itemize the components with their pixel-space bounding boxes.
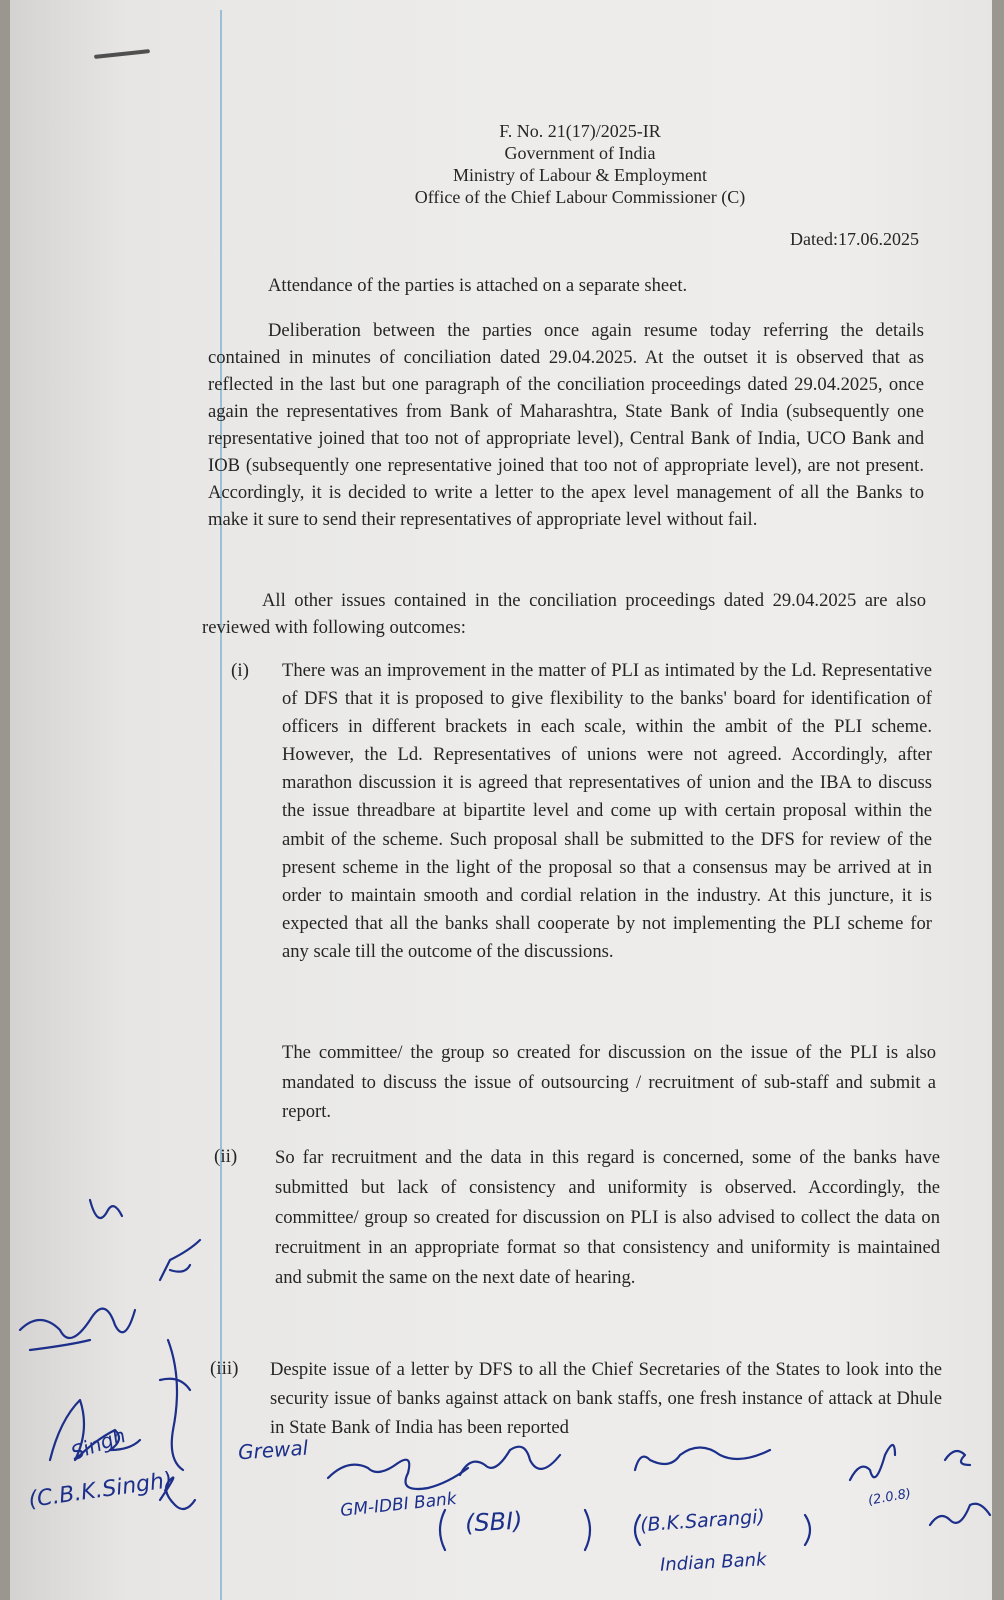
corner-initial [945,1451,970,1465]
item-number: (i) [231,660,249,681]
deliberation-paragraph: Deliberation between the parties once again resume today referring the details contained in minutes of conciliation dated 29.04.2025. At the outset it is observed that as reflected in the last but one paragraph of the conciliation proceedings dated 29.04.2025, once again the representatives from Bank of Maharashtra, State Bank of India (subsequently one representative joined that too not of appropriate level), Central Bank of India, UCO Bank and IOB (subsequently one representative joined that too not of appropriate level), are not present. Accordingly, it is decided to write a letter to the apex level management of all the Banks to make it sure to send their representatives of appropriate level without fail. [208,320,924,530]
tick-mark [90,1200,122,1218]
wavy-signature [328,1460,468,1489]
item-text: Despite issue of a letter by DFS to all the Chief Secretaries of the States to look into the security issue of banks against attack on bank staffs, one fresh instance of attack at Dhule in State Bank of India has been reported [270,1359,942,1438]
item-text: There was an improvement in the matter of PLI as intimated by the Ld. Representative of DFS that it is proposed to give flexibility to the banks' board for identification of officers in different brackets in each scale, within the ambit of the PLI scheme. However, the Ld. Representatives of unions were not agreed. Accordingly, after marathon discussion it is agreed that representatives of union and the IBA to discuss the issue threadbare at bipartite level and come up with certain proposal within the ambit of the scheme. Such proposal shall be submitted to the DFS for review of the present scheme in the light of the proposal so that a consensus may be arrived at in order to maintain smooth and cordial relation in the industry. At this juncture, it is expected that all the banks shall cooperate by not implementing the PLI scheme for any scale till the outcome of the discussions. [282,660,932,962]
other-issues-paragraph: All other issues contained in the conciliation proceedings dated 29.04.2025 are also reviewed with following outcomes: [202,590,926,638]
initial-mark [160,1240,200,1280]
signature-singh: Singh [67,1423,129,1465]
sbi-signature [460,1447,560,1475]
file-number: F. No. 21(17)/2025-IR [499,121,661,141]
scribble-signature [20,1309,135,1350]
signature-bk-sarangi: (B.K.Sarangi) [639,1505,766,1537]
item-text: So far recruitment and the data in this regard is concerned, some of the banks have submitted but lack of consistency and uniformity is observed. Accordingly, the committee/ group so created for discussion on PLI is also advised to collect the data on recruitment in an appropriate format so that consistency and uniformity is maintained and submit the same on the next date of hearing. [275,1147,940,1288]
signature-gm-idbi: GM-IDBI Bank [339,1488,458,1522]
item-extra-text: The committee/ the group so created for discussion on the issue of the PLI is also mandated to discuss the issue of outsourcing / recruitment of sub-staff and submit a report. [282,1042,936,1122]
signature-date-initial: (2.0.8) [867,1486,913,1509]
office-line: Office of the Chief Labour Commissioner (C) [414,187,746,207]
item-number: (ii) [214,1146,238,1167]
document-page [10,0,992,1600]
item-number: (iii) [210,1358,239,1379]
signature-indian-bank: Indian Bank [659,1549,767,1576]
right-initial [850,1445,895,1480]
ministry-line: Ministry of Labour & Employment [453,165,707,185]
signature-sbi: (SBI) [464,1506,524,1538]
sarangi-signature [635,1448,770,1471]
date-line: Dated:17.06.2025 [790,229,919,249]
corner-signature [930,1504,990,1525]
government-line: Government of India [504,143,656,163]
staple-mark [94,49,150,59]
signature-grewal: Grewal [237,1435,309,1465]
signature-cb-singh: (C.B.K.Singh) [26,1468,175,1513]
vertical-signature [160,1340,190,1470]
attendance-note: Attendance of the parties is attached on a separate sheet. [268,275,688,296]
letterhead [310,120,850,208]
